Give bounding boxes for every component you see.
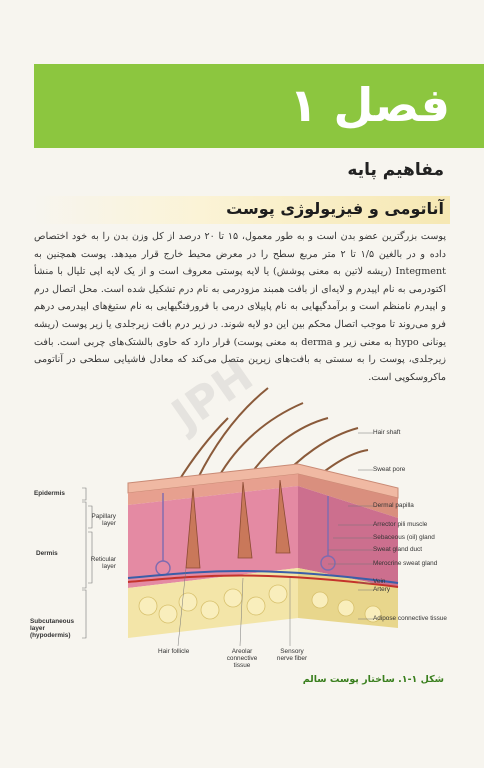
- label-hair-follicle: Hair follicle: [158, 648, 190, 655]
- label-sebaceous-gland: Sebaceous (oil) gland: [373, 534, 435, 541]
- label-artery: Artery: [373, 586, 391, 593]
- label-vein: Vein: [373, 578, 386, 585]
- chapter-subtitle: مفاهیم پایه: [347, 160, 444, 180]
- label-dermis: Dermis: [36, 550, 58, 557]
- body-paragraph: پوست بزرگترین عضو بدن است و به طور معمول، ۱۵ تا ۲۰ درصد از کل وزن بدن را به خود اختصاص داده و در بالغین ۱/۵ تا ۲ متر مربع سطح را در معرض محیط خارج قرار میدهد. پوست همچنین به Integment (ریشه لاتین به معنی پوشش) یا لایه پوستی معروف است و از یک لایه اپی تلیال با منشأ اکتودرمی به نام اپیدرم و لایه‌ای از بافت همبند مزودرمی به نام درم تشکیل شده است. محل اتصال درم و اپیدرم نامنظم است و برآمدگیهایی به نام پاپیلای درمی با فرورفتگیهایی به نام ستیغ‌های اپیدرمی درهم فرو می‌روند تا موجب اتصال محکم بین این دو لایه شوند. در زیر درم بافت زیرجلدی یا زیر پوست (ریشه یونانی hypo به معنی زیر و derma به معنی پوست) قرار دارد که حاوی بالشتک‌های چربی است. بافت زیرجلدی، پوست را به سستی به بافت‌های زیرین متصل می‌کند که معادل فاشیایی سطحی در آناتومی ماکروسکوپی است.: [34, 231, 446, 383]
- skin-diagram-figure: [28, 378, 458, 668]
- label-merocrine-sweat-gland: Merocrine sweat gland: [373, 560, 438, 567]
- label-papillary-layer: Papillary layer: [91, 513, 116, 527]
- chapter-header-band: [34, 64, 484, 148]
- label-subcutaneous-layer: Subcutaneous layer (hypodermis): [30, 618, 75, 639]
- label-dermal-papilla: Dermal papilla: [373, 502, 414, 509]
- label-sweat-pore: Sweat pore: [373, 466, 406, 473]
- label-hair-shaft: Hair shaft: [373, 429, 401, 436]
- label-areolar-connective-tissue: Areolar connective tissue: [226, 648, 258, 669]
- section-title: آناتومی و فیزیولوژی پوست: [226, 199, 444, 218]
- label-adipose-connective-tissue: Adipose connective tissue: [373, 615, 447, 622]
- label-arrector-pili-muscle: Arrector pili muscle: [373, 521, 428, 528]
- chapter-title: فصل ۱: [289, 78, 450, 132]
- watermark: JPH: [163, 350, 263, 441]
- figure-caption: شکل ۱-۱. ساختار پوست سالم: [302, 674, 444, 685]
- label-reticular-layer: Reticular layer: [90, 556, 116, 570]
- label-sweat-gland-duct: Sweat gland duct: [373, 546, 423, 553]
- label-epidermis: Epidermis: [34, 490, 65, 497]
- label-sensory-nerve-fiber: Sensory nerve fiber: [276, 648, 308, 662]
